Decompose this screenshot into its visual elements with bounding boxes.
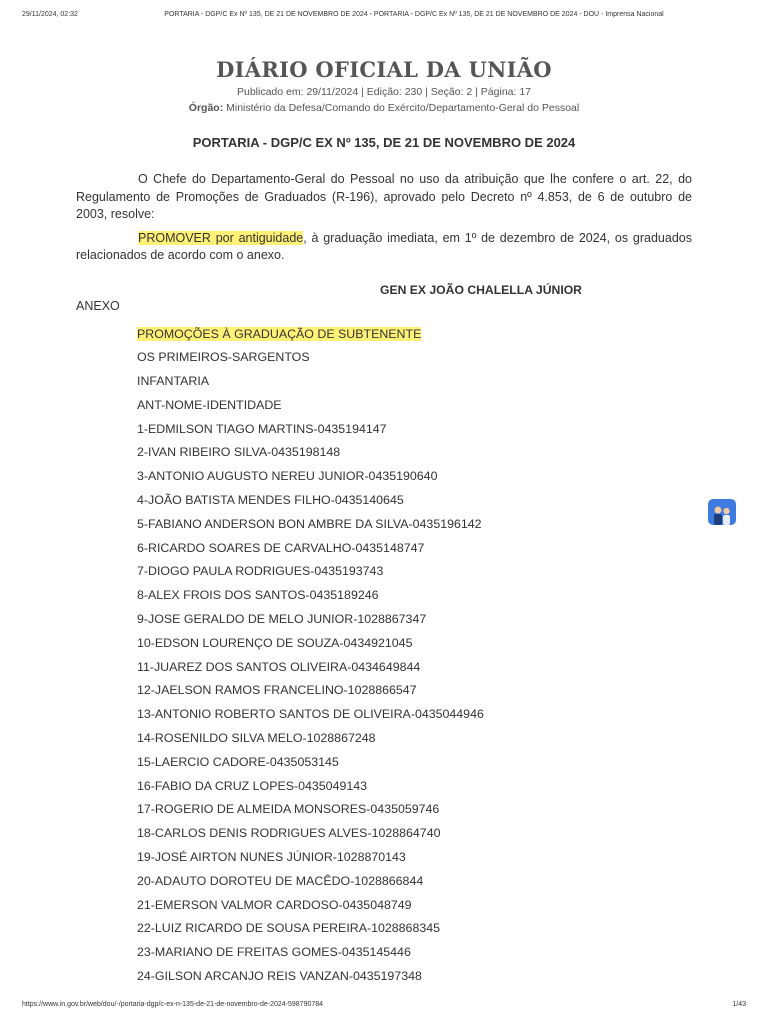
- section-title: PROMOÇÕES À GRADUAÇÃO DE SUBTENENTE: [137, 326, 422, 341]
- anexo-label: ANEXO: [76, 298, 120, 313]
- print-url: https://www.in.gov.br/web/dou/-/portaria-dgp/c-ex-n-135-de-21-de-novembro-de-2024-598790784: [22, 1001, 324, 1008]
- list-item: 15-LAERCIO CADORE-0435053145: [137, 754, 339, 769]
- accessibility-avatar-icon: [710, 503, 734, 525]
- list-item: 5-FABIANO ANDERSON BON AMBRE DA SILVA-0435196142: [137, 516, 482, 531]
- orgao-label: Órgão:: [188, 102, 224, 114]
- orgao-line: [76, 101, 692, 115]
- publication-info: Publicado em: 29/11/2024 | Edição: 230 | Seção: 2 | Página: 17: [236, 86, 532, 98]
- list-item: 11-JUAREZ DOS SANTOS OLIVEIRA-0434649844: [137, 659, 421, 674]
- print-footer: [22, 1001, 746, 1011]
- list-item: 16-FABIO DA CRUZ LOPES-0435049143: [137, 778, 368, 793]
- list-item: 7-DIOGO PAULA RODRIGUES-0435193743: [137, 564, 384, 579]
- paragraph-resolution: [76, 230, 692, 265]
- list-item: 2-IVAN RIBEIRO SILVA-0435198148: [137, 445, 341, 460]
- list-item: 21-EMERSON VALMOR CARDOSO-0435048749: [137, 897, 412, 912]
- list-item: 23-MARIANO DE FREITAS GOMES-0435145446: [137, 945, 411, 960]
- print-page-number: 1/43: [732, 1001, 746, 1008]
- list-item: 20-ADAUTO DOROTEU DE MACÊDO-1028866844: [137, 873, 424, 888]
- list-item: 4-JOÃO BATISTA MENDES FILHO-0435140645: [137, 493, 404, 508]
- anexo-list: [76, 326, 692, 992]
- list-item: 19-JOSÉ AIRTON NUNES JÚNIOR-1028870143: [137, 850, 406, 865]
- list-item: 1-EDMILSON TIAGO MARTINS-0435194147: [137, 421, 387, 436]
- list-item: 17-ROGERIO DE ALMEIDA MONSORES-0435059746: [137, 802, 440, 817]
- list-item: 22-LUIZ RICARDO DE SOUSA PEREIRA-1028868345: [137, 921, 441, 936]
- document-content: [76, 56, 692, 992]
- portaria-title: PORTARIA - DGP/C EX Nº 135, DE 21 DE NOVEMBRO DE 2024: [192, 135, 576, 150]
- dou-title: DIÁRIO OFICIAL DA UNIÃO: [216, 57, 552, 82]
- list-item: 14-ROSENILDO SILVA MELO-1028867248: [137, 731, 376, 746]
- list-item: 18-CARLOS DENIS RODRIGUES ALVES-1028864740: [137, 826, 441, 841]
- paragraph-intro: O Chefe do Departamento-Geral do Pessoal no uso da atribuição que lhe confere o art. 22, do Regulamento de Promoções de Graduados (R-196), aprovado pelo Decreto nº 4.853, de 6 de outubro de 2003, resolve:: [76, 172, 692, 221]
- orgao-value: Ministério da Defesa/Comando do Exército/Departamento-Geral do Pessoal: [226, 102, 580, 114]
- list-item: 10-EDSON LOURENÇO DE SOUZA-0434921045: [137, 635, 413, 650]
- list-item: 6-RICARDO SOARES DE CARVALHO-0435148747: [137, 540, 425, 555]
- list-item: 8-ALEX FROIS DOS SANTOS-0435189246: [137, 588, 379, 603]
- highlight-promover: PROMOVER por antiguidade: [138, 230, 304, 245]
- print-title: PORTARIA - DGP/C Ex Nº 135, DE 21 DE NOVEMBRO DE 2024 - PORTARIA - DGP/C Ex Nº 135, DE 21 DE NOVEMBRO DE 2024 - DOU - Imprensa Nacional: [164, 11, 664, 18]
- accessibility-widget-button[interactable]: [708, 499, 736, 525]
- signature: GEN EX JOÃO CHALELLA JÚNIOR: [379, 282, 582, 297]
- subheading: OS PRIMEIROS-SARGENTOS: [137, 350, 310, 365]
- list-item: 13-ANTONIO ROBERTO SANTOS DE OLIVEIRA-0435044946: [137, 707, 484, 722]
- list-item: 9-JOSE GERALDO DE MELO JUNIOR-1028867347: [137, 612, 427, 627]
- subheading: ANT-NOME-IDENTIDADE: [137, 397, 282, 412]
- list-item: 3-ANTONIO AUGUSTO NEREU JUNIOR-0435190640: [137, 469, 438, 484]
- list-item: 24-GILSON ARCANJO REIS VANZAN-0435197348: [137, 969, 422, 984]
- print-datetime: 29/11/2024, 02:32: [22, 11, 78, 18]
- subheading: INFANTARIA: [137, 374, 210, 389]
- print-header: [22, 11, 746, 21]
- paragraph-resolution-text: , à graduação imediata, em 1º de dezembro de 2024, os graduados relacionados de acordo com o anexo.: [76, 230, 692, 262]
- list-item: 12-JAELSON RAMOS FRANCELINO-1028866547: [137, 683, 417, 698]
